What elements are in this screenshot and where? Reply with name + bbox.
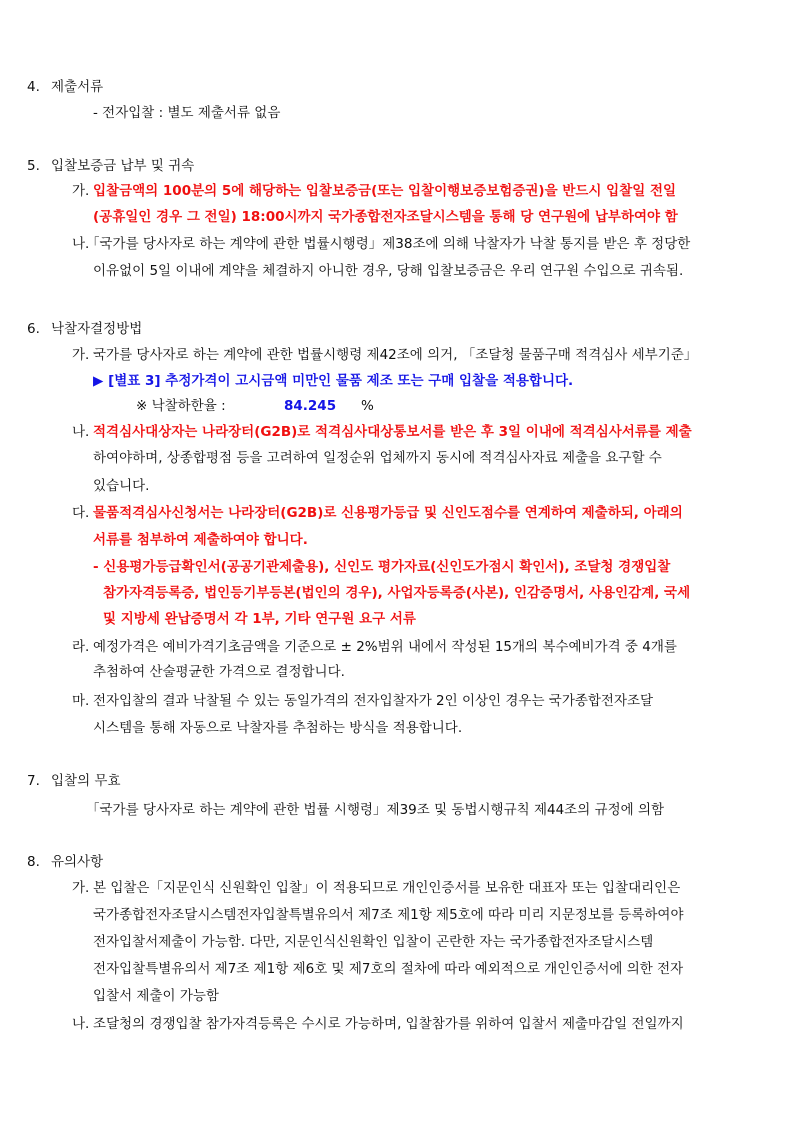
- section-6-da-line: 물품적격심사신청서는 나라장터(G2B)로 신용평가등급 및 신인도점수를 연계하여 제출하되, 아래의: [93, 505, 683, 521]
- min-bid-rate-unit: %: [361, 398, 374, 414]
- section-8-title: 유의사항: [51, 854, 104, 870]
- section-5-na-line: 이유없이 5일 이내에 계약을 체결하지 아니한 경우, 당해 입찰보증금은 우리 연구원 수입으로 귀속됨.: [93, 263, 684, 279]
- section-7-title: 입찰의 무효: [51, 773, 121, 789]
- section-8-ga-line: 전자입찰특별유의서 제7조 제1항 제6호 및 제7호의 절차에 따라 예외적으로 개인인증서에 의한 전자: [93, 961, 684, 977]
- section-8-ga-line: 전자입찰서제출이 가능함. 다만, 지문인식신원확인 입찰이 곤란한 자는 국가종합전자조달시스템: [93, 934, 654, 950]
- section-6-da-line: - 신용평가등급확인서(공공기관제출용), 신인도 평가자료(신인도가점시 확인서), 조달청 경쟁입찰: [93, 559, 671, 575]
- section-5-title: 입찰보증금 납부 및 귀속: [51, 158, 195, 174]
- item-marker: 가.: [72, 880, 90, 896]
- min-bid-rate-label: ※ 낙찰하한율 :: [136, 398, 226, 414]
- item-marker: 가.: [72, 183, 90, 199]
- section-6-na-line: 적격심사대상자는 나라장터(G2B)로 적격심사대상통보서를 받은 후 3일 이내에 적격심사서류를 제출: [93, 424, 692, 440]
- section-6-ga-line: 국가를 당사자로 하는 계약에 관한 법률시행령 제42조에 의거, 「조달청 물품구매 적격심사 세부기준」: [93, 347, 698, 363]
- section-5-ga-line: 입찰금액의 100분의 5에 해당하는 입찰보증금(또는 입찰이행보증보험증권)을 반드시 입찰일 전일: [93, 183, 677, 199]
- section-5-number: 5.: [27, 158, 40, 174]
- min-bid-rate-value: 84.245: [284, 398, 337, 414]
- section-6-ra-line: 예정가격은 예비가격기초금액을 기준으로 ± 2%범위 내에서 작성된 15개의 복수예비가격 중 4개를: [93, 639, 677, 655]
- section-8-ga-line: 국가종합전자조달시스템전자입찰특별유의서 제7조 제1항 제5호에 따라 미리 지문정보를 등록하여야: [93, 907, 684, 923]
- section-6-ga-blue-line: ▶ [별표 3] 추정가격이 고시금액 미만인 물품 제조 또는 구매 입찰을 적용합니다.: [93, 373, 574, 389]
- section-6-ra-line: 추첨하여 산술평균한 가격으로 결정합니다.: [93, 664, 345, 680]
- section-5-ga-line: (공휴일인 경우 그 전일) 18:00시까지 국가종합전자조달시스템을 통해 당 연구원에 납부하여야 함: [93, 209, 678, 225]
- item-marker: 가.: [72, 347, 90, 363]
- section-6-da-line: 및 지방세 완납증명서 각 1부, 기타 연구원 요구 서류: [103, 611, 416, 627]
- item-marker: 나.: [72, 1016, 90, 1032]
- item-marker: 라.: [72, 639, 90, 655]
- item-marker: 다.: [72, 505, 90, 521]
- section-6-da-line: 참가자격등록증, 법인등기부등본(법인의 경우), 사업자등록증(사본), 인감증명서, 사용인감계, 국세: [103, 585, 691, 601]
- item-marker: 나.: [72, 424, 90, 440]
- section-7-text: 「국가를 당사자로 하는 계약에 관한 법률 시행령」제39조 및 동법시행규칙 제44조의 규정에 의함: [86, 802, 665, 818]
- section-6-title: 낙찰자결정방법: [51, 321, 143, 337]
- section-6-da-line: 서류를 첨부하여 제출하여야 합니다.: [93, 532, 308, 548]
- item-marker: 마.: [72, 693, 90, 709]
- item-marker: 나.: [72, 236, 90, 252]
- section-6-number: 6.: [27, 321, 40, 337]
- section-8-ga-line: 본 입찰은「지문인식 신원확인 입찰」이 적용되므로 개인인증서를 보유한 대표자 또는 입찰대리인은: [93, 880, 681, 896]
- section-4-text: - 전자입찰 : 별도 제출서류 없음: [93, 105, 281, 121]
- section-8-na-line: 조달청의 경쟁입찰 참가자격등록은 수시로 가능하며, 입찰참가를 위하여 입찰서 제출마감일 전일까지: [93, 1016, 684, 1032]
- section-8-ga-line: 입찰서 제출이 가능함: [93, 988, 219, 1004]
- section-6-ma-line: 전자입찰의 결과 낙찰될 수 있는 동일가격의 전자입찰자가 2인 이상인 경우는 국가종합전자조달: [93, 693, 654, 709]
- section-6-na-line: 하여야하며, 상종합평점 등을 고려하여 일정순위 업체까지 동시에 적격심사자료 제출을 요구할 수: [93, 450, 662, 466]
- section-4-title: 제출서류: [51, 79, 104, 95]
- section-8-number: 8.: [27, 854, 40, 870]
- section-7-number: 7.: [27, 773, 40, 789]
- section-5-na-line: 「국가를 당사자로 하는 계약에 관한 법률시행령」제38조에 의해 낙찰자가 낙찰 통지를 받은 후 정당한: [86, 236, 691, 252]
- section-4-number: 4.: [27, 79, 40, 95]
- section-6-ma-line: 시스템을 통해 자동으로 낙찰자를 추첨하는 방식을 적용합니다.: [93, 720, 463, 736]
- section-6-na-line: 있습니다.: [93, 478, 150, 494]
